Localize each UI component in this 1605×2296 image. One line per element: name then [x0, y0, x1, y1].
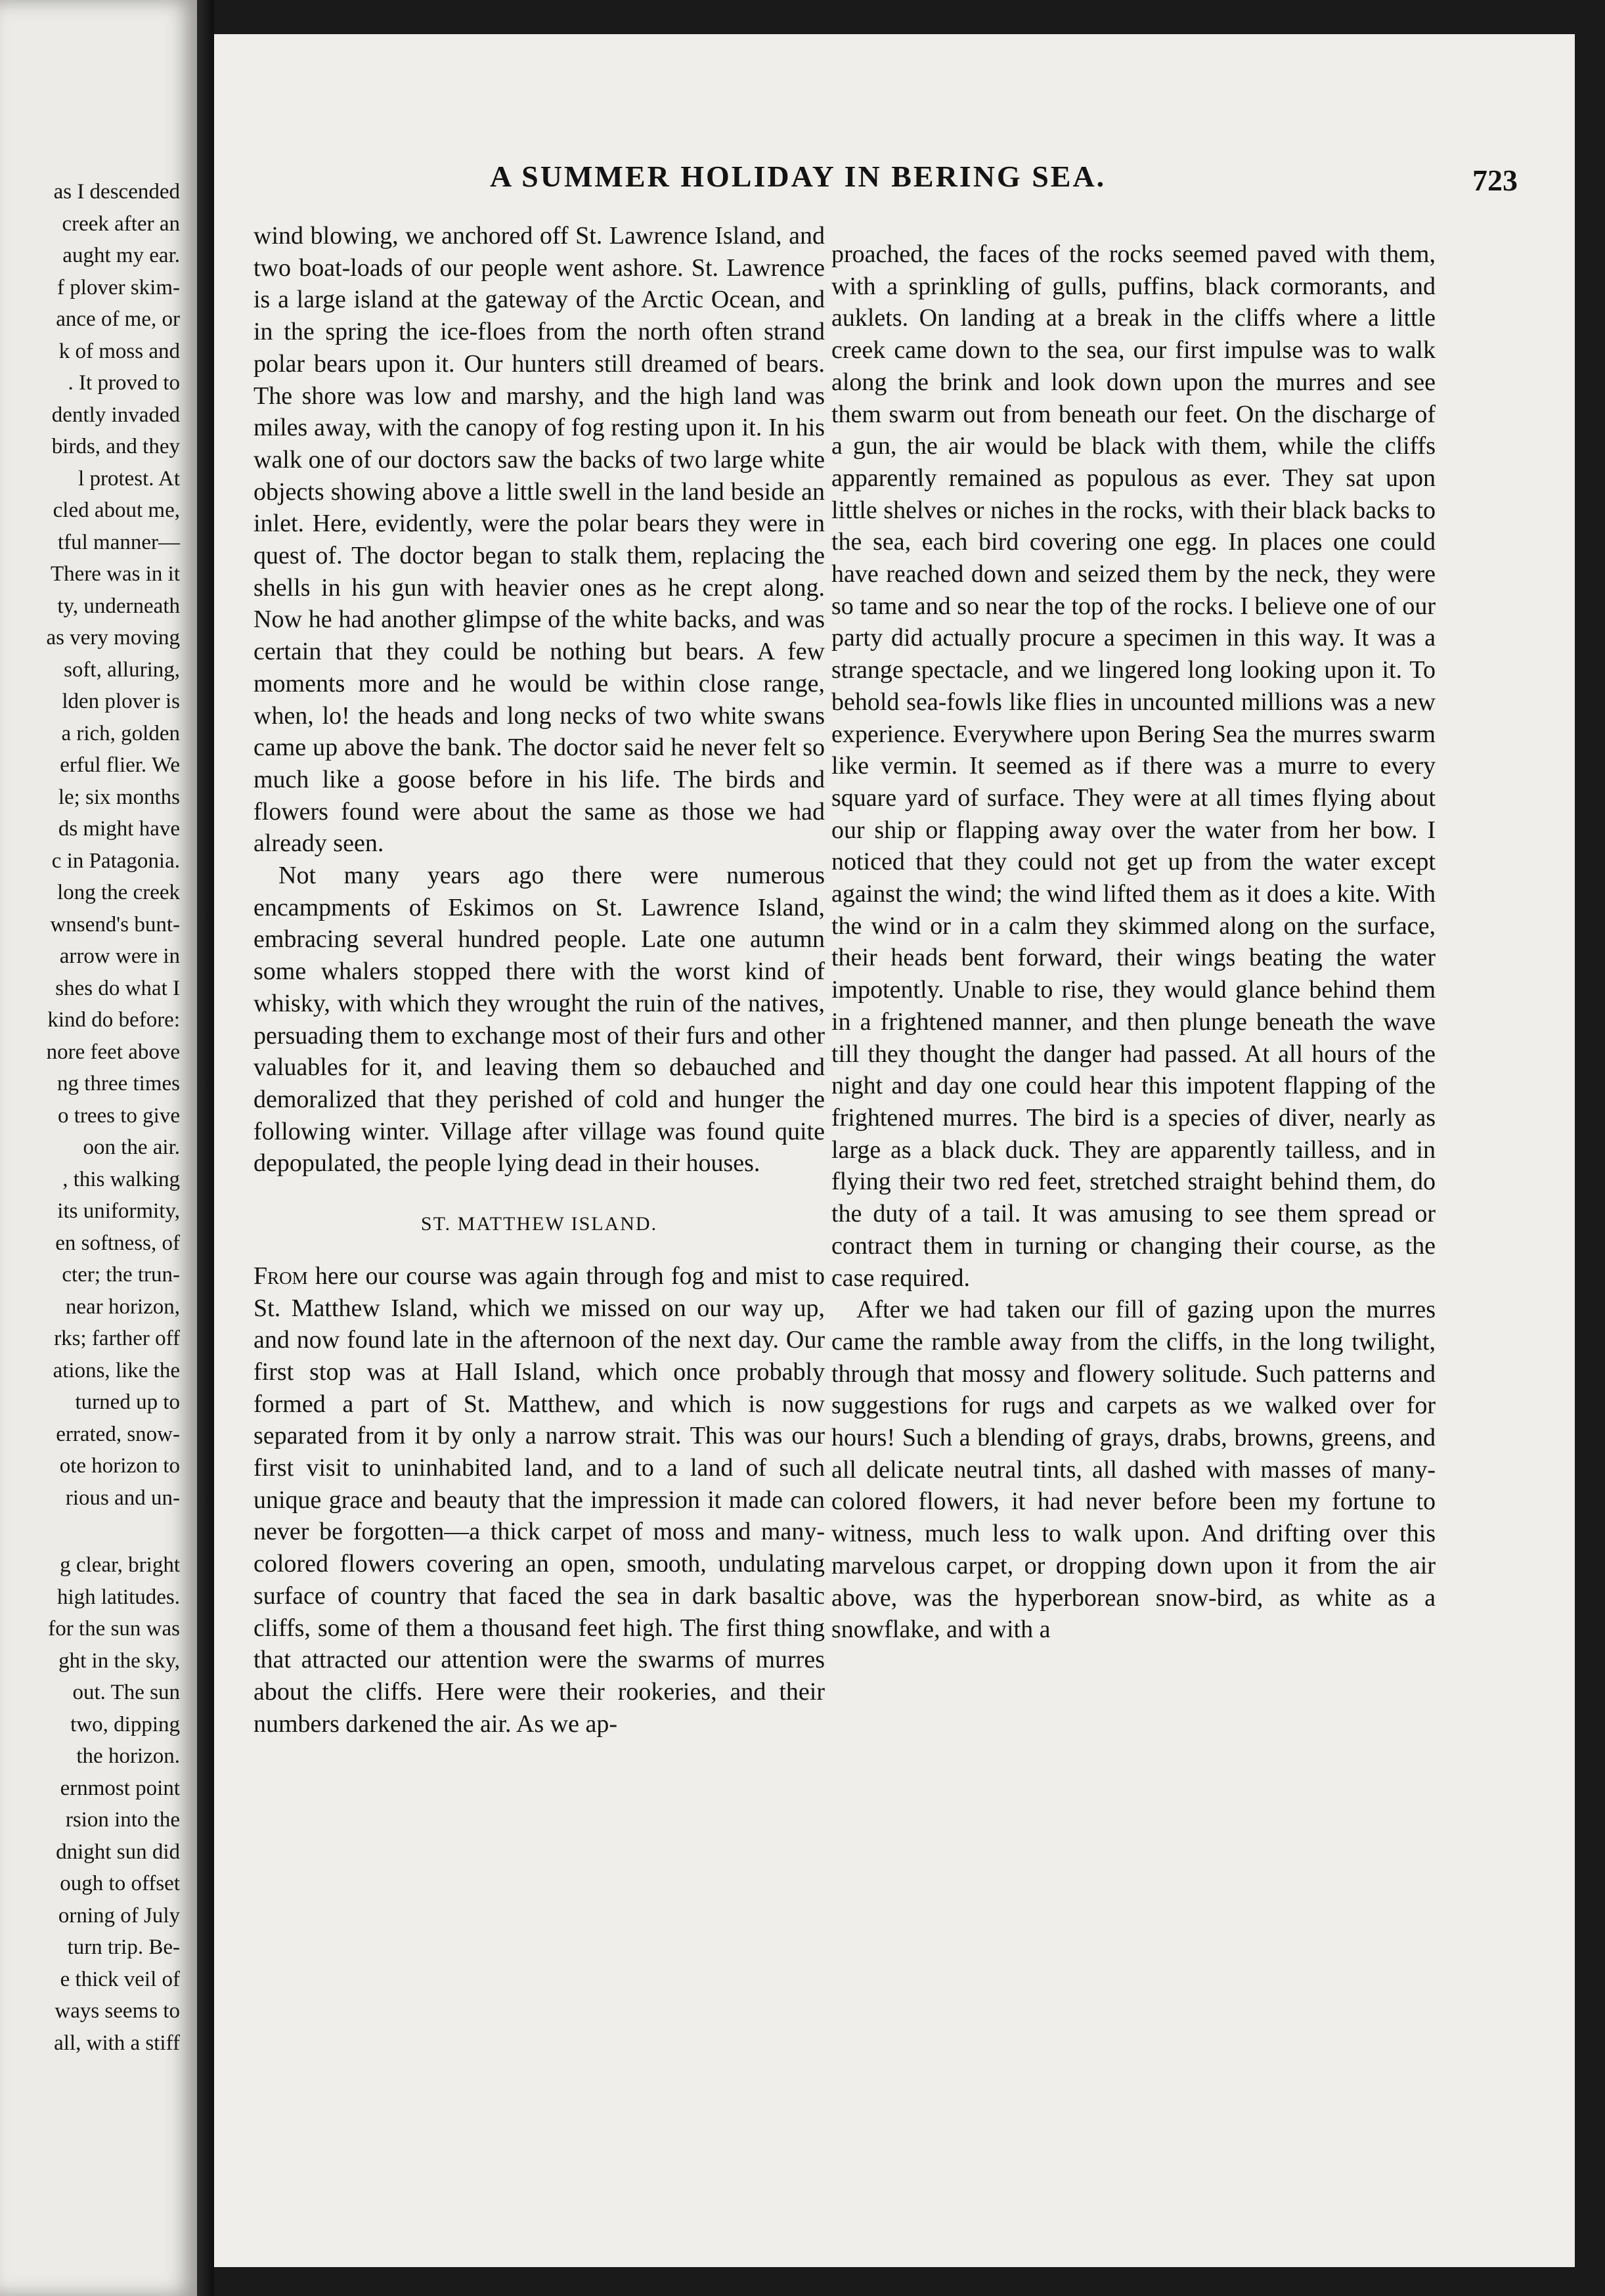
fragment-line: orning of July: [58, 1903, 180, 1928]
paragraph: wind blowing, we anchored off St. Lawrence Island, and two boat-loads of our people went ashore. St. Lawrence is a large island at the gateway of the Arctic Ocean, and in the spring the ice-floes from the north often strand polar bears upon it. Our hunters still dreamed of bears. The shore was low and marshy, and the high land was miles away, with the canopy of fog resting upon it. In his walk one of our doctors saw the backs of two large white objects showing above a little swell in the land beside an inlet. Here, evidently, were the polar bears they were in quest of. The doctor began to stalk them, replacing the shells in his gun with heavier ones as he crept along. Now he had another glimpse of the white backs, and was certain that they could be nothing but bears. A few moments more and he would be within close range, when, lo! the heads and long necks of two white swans came up above the bank. The doctor said he never felt so much like a goose before in his life. The birds and flowers found were about the same as those we had already seen.: [253, 222, 825, 858]
fragment-line: e thick veil of: [60, 1967, 180, 1991]
fragment-line: dnight sun did: [56, 1840, 180, 1864]
fragment-line: its uniformity,: [57, 1199, 180, 1223]
fragment-line: high latitudes.: [57, 1585, 180, 1609]
fragment-line: , this walking: [62, 1167, 180, 1191]
text-column-right: [831, 238, 1436, 1646]
fragment-line: tful manner—: [57, 530, 180, 554]
fragment-line: the horizon.: [76, 1744, 180, 1768]
fragment-line: as I descended: [53, 180, 180, 204]
facing-page-text: [0, 176, 180, 2059]
fragment-line: ations, like the: [53, 1358, 180, 1382]
fragment-line: ght in the sky,: [58, 1648, 180, 1673]
fragment-line: cled about me,: [53, 498, 180, 522]
fragment-line: There was in it: [50, 562, 180, 586]
fragment-line: two, dipping: [70, 1712, 180, 1736]
fragment-line: turn trip. Be-: [67, 1935, 180, 1959]
fragment-line: as very moving: [46, 626, 180, 650]
fragment-line: turned up to: [75, 1390, 180, 1414]
fragment-line: rsion into the: [65, 1808, 180, 1832]
fragment-line: shes do what I: [55, 976, 180, 1000]
drop-lead-word: From: [253, 1262, 308, 1290]
fragment-line: all, with a stiff: [54, 2031, 180, 2055]
fragment-line: dently invaded: [51, 403, 180, 427]
fragment-line: ernmost point: [60, 1776, 180, 1800]
fragment-line: near horizon,: [65, 1294, 180, 1319]
fragment-line: cter; the trun-: [62, 1263, 180, 1287]
fragment-line: le; six months: [58, 785, 180, 809]
fragment-line: g clear, bright: [60, 1553, 180, 1577]
paragraph: [253, 1260, 825, 1740]
page-number: 723: [1472, 164, 1518, 197]
fragment-line: out. The sun: [72, 1681, 180, 1704]
line-gap: [0, 1514, 180, 1549]
fragment-line: k of moss and: [58, 339, 180, 363]
fragment-line: ough to offset: [60, 1872, 180, 1895]
fragment-line: long the creek: [57, 881, 180, 904]
fragment-line: c in Patagonia.: [51, 849, 180, 873]
fragment-line: for the sun was: [48, 1617, 180, 1641]
fragment-line: ds might have: [58, 817, 180, 841]
fragment-line: wnsend's bunt-: [50, 912, 180, 937]
paragraph: proached, the faces of the rocks seemed paved with them, with a sprinkling of gulls, puffins, black cormorants, and auklets. On landing at a break in the cliffs where a little creek came down to the sea, our first impulse was to walk along the brink and look down upon the murres and see them swarm out from beneath our feet. On the discharge of a gun, the air would be black with them, while the cliffs apparently remained as populous as ever. They sat upon little shelves or niches in the rocks, with their black backs to the sea, each bird covering one egg. In places one could have reached down and seized them by the neck, they were so tame and so near the top of the rocks. I believe one of our party did actually procure a specimen in this way. It was a strange spectacle, and we lingered long looking upon it. To behold sea-fowls like flies in uncounted millions was a new experience. Everywhere upon Bering Sea the murres swarm like vermin. It seemed as if there was a murre to every square yard of surface. They were at all times flying about our ship or flapping away over the water from her bow. I noticed that they could not get up from the water except against the wind; the wind lifted them as it does a kite. With the wind or in a calm they skimmed along on the surface, their heads bent forward, their wings beating the water impotently. Unable to rise, they would glance behind them in a frightened manner, and then plunge beneath the wave till they thought the danger had passed. At all hours of the night and day one could hear this impotent flapping of the frightened murres. The bird is a species of diver, nearly as large as a black duck. They are apparently tailless, and in flying their two red feet, stretched straight behind them, do the duty of a tail. It was amusing to see them spread or contract them in turning or changing their course, as the case required.: [831, 240, 1436, 1292]
fragment-line: f plover skim-: [57, 275, 180, 299]
fragment-line: a rich, golden: [61, 721, 180, 745]
fragment-line: . It proved to: [68, 371, 180, 395]
fragment-line: kind do before:: [47, 1008, 180, 1032]
paragraph-text: here our course was again through fog and mist to St. Matthew Island, which we missed on our way up, and now found late in the afternoon of the next day. Our first stop was at Hall Island, which once probably formed a part of St. Matthew, and which is now separated from it by only a narrow strait. This was our first visit to uninhabited land, and to a land of such unique grace and beauty that the impression it made can never be forgotten—a thick carpet of moss and many-colored flowers covering an open, smooth, undulating surface of country that faced the sea in dark basaltic cliffs, some of them a thousand feet high. The first thing that attracted our attention were the swarms of murres about the cliffs. Here were their rookeries, and their numbers darkened the air. As we ap-: [253, 1262, 825, 1738]
book-gutter: [197, 0, 214, 2296]
fragment-line: erful flier. We: [60, 753, 180, 777]
text-column-left: [253, 220, 825, 1740]
facing-page-left: [0, 0, 197, 2296]
section-heading: ST. MATTHEW ISLAND.: [420, 1213, 658, 1235]
fragment-line: oon the air.: [83, 1136, 180, 1159]
running-title: A SUMMER HOLIDAY IN BERING SEA.: [490, 160, 1107, 193]
fragment-line: en softness, of: [55, 1231, 180, 1255]
fragment-line: creek after an: [62, 211, 180, 236]
fragment-line: soft, alluring,: [64, 657, 180, 682]
fragment-line: rks; farther off: [54, 1327, 180, 1350]
fragment-line: errated, snow-: [56, 1422, 180, 1446]
paragraph: After we had taken our fill of gazing upon the murres came the ramble away from the cliffs, in the long twilight, through that mossy and flowery solitude. Such patterns and suggestions for rugs and carpets as we walked over for hours! Such a blending of grays, drabs, browns, greens, and all delicate neutral tints, all dashed with masses of many-colored flowers, it had never before been my fortune to witness, much less to walk upon. And drifting over this marvelous carpet, or dropping down upon it from the air above, was the hyperborean snow-bird, as white as a snowflake, and with a: [831, 1296, 1436, 1644]
fragment-line: rious and un-: [65, 1486, 180, 1510]
book-page: [214, 34, 1575, 2267]
paragraph: Not many years ago there were numerous encampments of Eskimos on St. Lawrence Island, embracing several hundred people. Late one autumn some whalers stopped there with the worst kind of whisky, with which they wrought the ruin of the natives, persuading them to exchange most of their furs and other valuables for it, and leaving them so debauched and demoralized that they perished of cold and hunger the following winter. Village after village was found quite depopulated, the people lying dead in their houses.: [253, 862, 825, 1178]
fragment-line: aught my ear.: [62, 244, 180, 267]
fragment-line: l protest. At: [78, 466, 180, 491]
fragment-line: ways seems to: [55, 1999, 180, 2023]
fragment-line: ance of me, or: [56, 307, 180, 331]
fragment-line: o trees to give: [57, 1103, 180, 1128]
fragment-line: lden plover is: [62, 690, 180, 713]
fragment-line: ty, underneath: [57, 594, 180, 618]
fragment-line: nore feet above: [46, 1040, 180, 1064]
fragment-line: birds, and they: [51, 435, 180, 458]
fragment-line: ote horizon to: [59, 1454, 180, 1478]
fragment-line: arrow were in: [59, 944, 180, 968]
fragment-line: ng three times: [57, 1072, 180, 1095]
